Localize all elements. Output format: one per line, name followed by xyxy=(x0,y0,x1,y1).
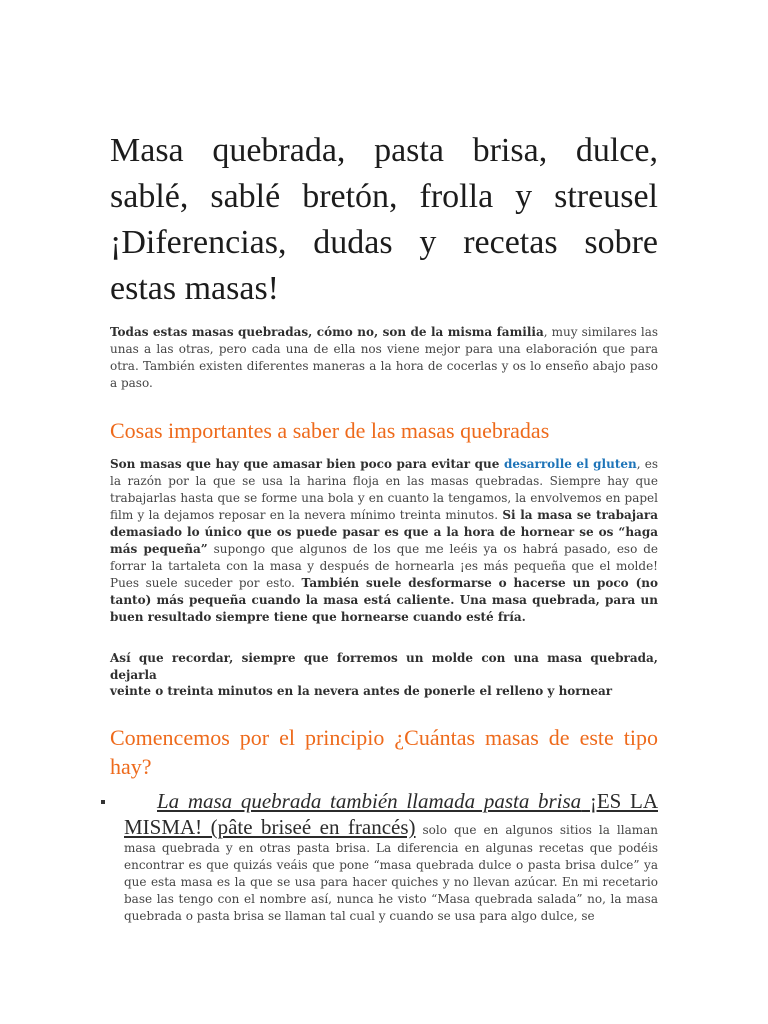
reminder-bold-2: veinte o treinta minutos en la nevera antes de ponerle el relleno y hornear xyxy=(110,684,613,698)
intro-text: , muy similares las unas a las otras, pero cada una de ella nos viene mejor para una elaboración que para otra. También existen diferentes maneras a la hora de cocerlas y os lo enseño abajo paso a paso. xyxy=(110,325,659,390)
list-item xyxy=(124,788,658,925)
important-text-1: , es la razón por la que se usa la harina floja en las masas quebradas. Siempre hay que trabajarlas hasta que se forme una bola y en cuanto la tengamos, la envolvemos en papel film y la dejamos reposar en la nevera mínimo treinta minutos. xyxy=(110,457,658,522)
page-title: Masa quebrada, pasta brisa, dulce, sablé, sablé bretón, frolla y streusel ¡Diferencias, dudas y recetas sobre estas masas! xyxy=(110,132,658,307)
important-paragraph xyxy=(110,456,658,626)
reminder-line-2 xyxy=(110,683,658,700)
list-item-text: solo que en algunos sitios la llaman masa quebrada y en otras pasta brisa. La diferencia en algunas recetas que podéis encontrar es que quizás veáis que pone “masa quebrada dulce o pasta brisa dulce” ya que esta masa es la que se usa para hacer quiches y no llevan azúcar. En mi recetario base las tengo con el nombre así, nunca he visto “Masa quebrada salada” no, la masa quebrada o pasta brisa se llaman tal cual y cuando se usa para algo dulce, se xyxy=(124,823,659,923)
important-bold-3: También suele desformarse o hacerse un poco (no tanto) más pequeña cuando la masa está caliente. Una masa quebrada, para un buen resultado siempre tiene que hornearse cuando esté fría. xyxy=(110,576,659,624)
reminder-line-1 xyxy=(110,650,658,684)
important-bold-1: Son masas que hay que amasar bien poco para evitar que xyxy=(110,457,504,471)
important-text-2: supongo que algunos de los que me leéis ya os habrá pasado, eso de forrar la tartaleta con la masa y después de hornearla ¡es más pequeña que el molde! Pues suele suceder por esto. xyxy=(110,542,659,590)
intro-paragraph xyxy=(110,324,658,392)
list-item-underline: ¡ES LA MISMA! (pâte briseé en francés) xyxy=(124,789,658,839)
section-heading-types: Comencemos por el principio ¿Cuántas masas de este tipo hay? xyxy=(110,725,658,779)
reminder-bold-1: Así que recordar, siempre que forremos un molde con una masa quebrada, dejarla xyxy=(110,651,658,682)
important-bold-2: Si la masa se trabajara demasiado lo único que os puede pasar es que a la hora de hornear se os “haga más pequeña” xyxy=(110,508,658,556)
list-item-emphasis: La masa quebrada también llamada pasta brisa xyxy=(157,789,582,813)
intro-bold: Todas estas masas quebradas, cómo no, son de la misma familia xyxy=(110,325,544,339)
gluten-link[interactable]: desarrolle el gluten xyxy=(503,457,637,471)
bullet-icon xyxy=(101,800,105,804)
section-heading-important: Cosas importantes a saber de las masas quebradas xyxy=(110,418,550,443)
